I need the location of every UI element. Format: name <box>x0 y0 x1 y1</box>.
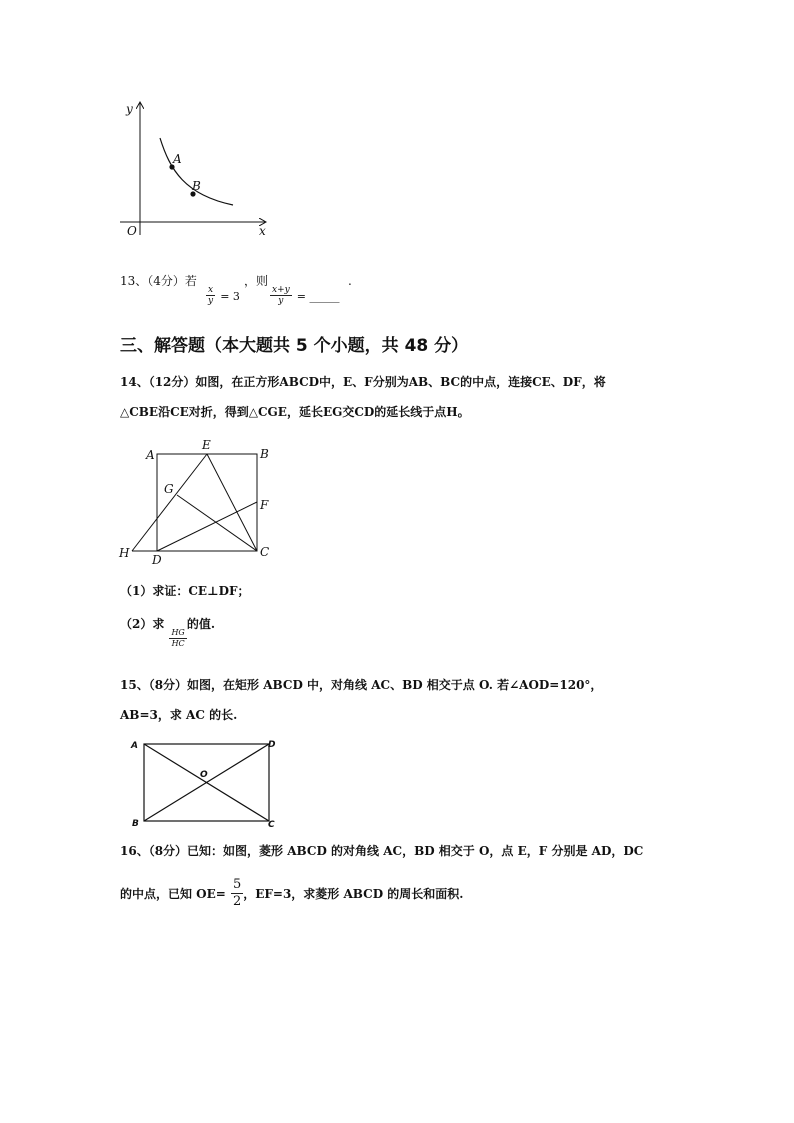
q13-end: . <box>348 274 352 288</box>
fig14-label-f: F <box>260 498 269 512</box>
question-13 <box>120 273 197 289</box>
fig14-label-g: G <box>164 482 174 496</box>
fig14-label-c: C <box>260 545 270 559</box>
x-axis-label: x <box>259 224 266 238</box>
q16-line2-lead: 的中点，已知 OE= <box>120 887 226 901</box>
fig15-label-c: C <box>268 820 275 830</box>
q13-answer-blank[interactable]: _____ <box>309 289 340 303</box>
fig14-label-h: H <box>119 546 130 560</box>
q14-line-1: 14、（12分）如图，在正方形ABCD中，E、F分别为AB、BC的中点，连接CE、DF，将 <box>120 375 606 389</box>
segment-he <box>132 454 207 551</box>
q13-fraction-2 <box>270 285 340 306</box>
square-abcd <box>157 454 257 551</box>
point-b-label: B <box>192 179 201 193</box>
q14-line-2: △CBE沿CE对折，得到△CGE，延长EG交CD的延长线于点H。 <box>120 405 470 419</box>
q14-part2-num: HG <box>171 628 185 637</box>
fig14-label-a: A <box>146 448 155 462</box>
fig15-label-a: A <box>131 741 138 751</box>
fig15-label-d: D <box>268 740 276 750</box>
segment-df <box>157 502 257 551</box>
q13-score: （4分） <box>147 274 185 288</box>
fig14-label-d: D <box>152 553 162 567</box>
q13-number: 13、 <box>120 274 148 288</box>
q16-frac-den: 2 <box>232 894 242 909</box>
hyperbola-curve <box>160 138 233 205</box>
q16-line-2 <box>120 877 463 910</box>
fig15-label-o: O <box>200 770 208 780</box>
q13-fraction-1 <box>206 285 240 306</box>
segment-gc <box>177 495 257 551</box>
q16-line-1: 16、（8分）已知：如图，菱形 ABCD 的对角线 AC，BD 相交于 O，点 E，F 分别是 AD，DC <box>120 844 644 858</box>
q13-eq2: = <box>296 290 310 303</box>
q13-frac1-num: x <box>206 285 215 296</box>
q15-line-2: AB=3，求 AC 的长. <box>120 708 238 722</box>
q14-part2-lead: （2）求 <box>120 617 165 631</box>
y-axis-label: y <box>126 102 133 116</box>
q12-figure <box>115 100 275 240</box>
q16-line2-end: ，EF=3，求菱形 ABCD 的周长和面积. <box>243 887 464 901</box>
q13-mid: ，则 <box>244 274 269 288</box>
point-a-label: A <box>173 152 182 166</box>
q13-frac2-num: x+y <box>272 285 290 295</box>
q14-part2-end: 的值. <box>186 617 216 631</box>
fig14-label-e: E <box>202 438 211 452</box>
section-3-title: 三、解答题（本大题共 5 个小题，共 48 分） <box>120 336 469 356</box>
fig15-label-b: B <box>132 819 139 829</box>
q13-frac2-den: y <box>278 296 284 306</box>
q15-figure <box>128 738 288 830</box>
q15-line-1: 15、（8分）如图，在矩形 ABCD 中，对角线 AC、BD 相交于点 O. 若∠AOD=120°， <box>120 678 603 692</box>
q16-frac-num: 5 <box>232 877 242 892</box>
q13-frac1-den: y <box>208 296 214 306</box>
q14-part2-den: HC <box>171 639 185 648</box>
origin-label: O <box>127 224 137 238</box>
q14-figure <box>115 440 285 570</box>
q14-part-2 <box>120 613 215 649</box>
q13-eq1: = 3 <box>220 290 240 303</box>
segment-ec <box>207 454 257 551</box>
q14-part-1: （1）求证：CE⊥DF； <box>120 584 250 598</box>
fig14-label-b: B <box>260 447 269 461</box>
q13-lead: 若 <box>184 274 197 288</box>
